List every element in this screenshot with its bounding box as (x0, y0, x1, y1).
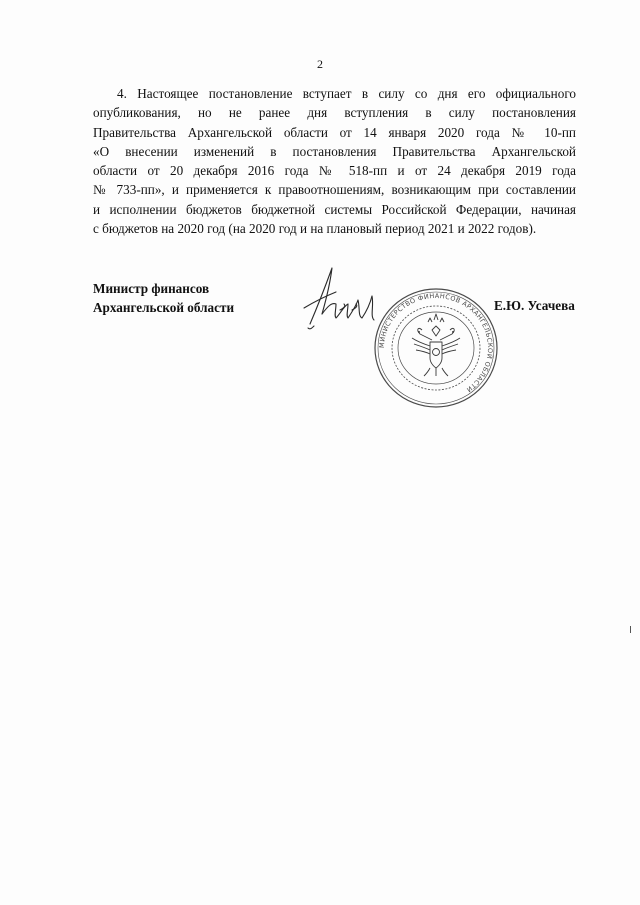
handwritten-signature (300, 262, 382, 332)
signer-name: Е.Ю. Усачева (494, 298, 575, 313)
signer-title (93, 279, 234, 317)
paragraph-line: опубликования, но не ранее дня вступления в силу постановления (93, 105, 576, 121)
paragraph-line: области от 20 декабря 2016 года № 518-пп и от 24 декабря 2019 года (93, 163, 576, 179)
paragraph-line: № 733-пп», и применяется к правоотношениям, возникающим при составлении (93, 182, 576, 198)
signer-title-line: Министр финансов (93, 281, 210, 296)
seal-text: МИНИСТЕРСТВО ФИНАНСОВ АРХАНГЕЛЬСКОЙ ОБЛАСТИ (377, 291, 495, 394)
official-seal (372, 286, 500, 410)
signer-title-line: Архангельской области (93, 300, 235, 315)
paragraph-4 (93, 84, 576, 238)
paragraph-line: Правительства Архангельской области от 14 января 2020 года № 10-пп (93, 124, 576, 140)
paragraph-line: с бюджетов на 2020 год (на 2020 год и на плановый период 2021 и 2022 годов). (93, 221, 537, 237)
svg-text:МИНИСТЕРСТВО ФИНАНСОВ АРХАНГЕЛ (378, 292, 495, 394)
paragraph-line: 4. Настоящее постановление вступает в силу со дня его официального (117, 86, 576, 101)
page-number: 2 (317, 57, 323, 71)
margin-mark (630, 626, 631, 633)
paragraph-line: и исполнении бюджетов бюджетной системы Российской Федерации, начиная (93, 201, 576, 217)
paragraph-line: «О внесении изменений в постановления Правительства Архангельской (93, 143, 576, 159)
